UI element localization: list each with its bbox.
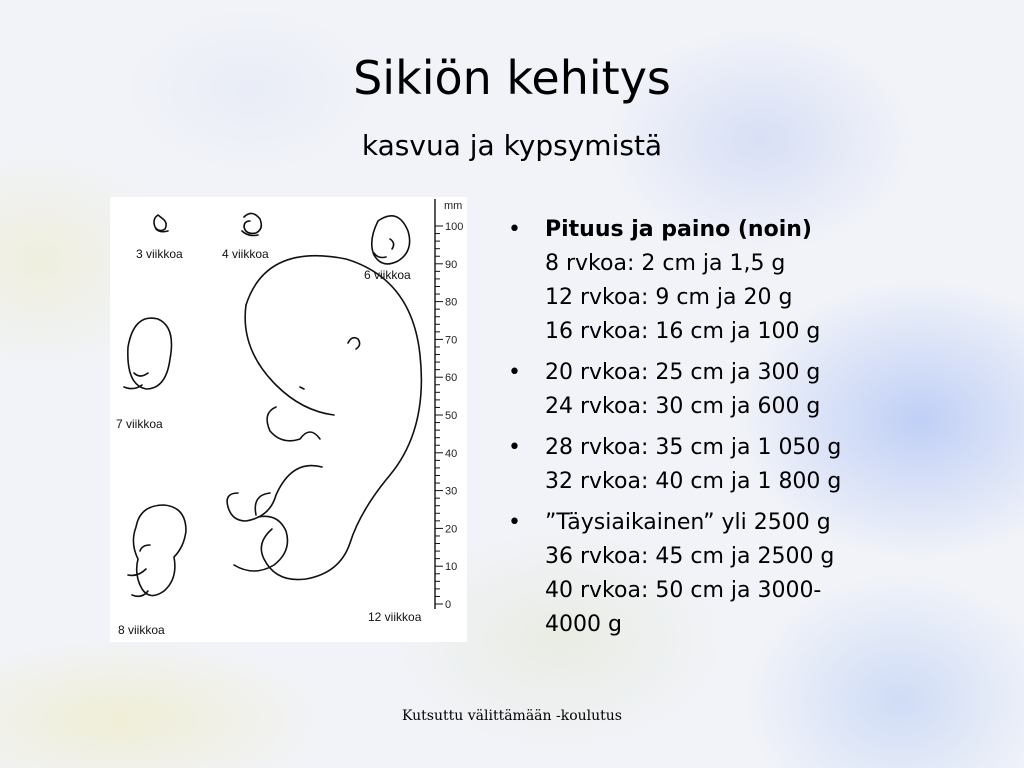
bullet-line: 32 rvkoa: 40 cm ja 1 800 g (545, 469, 842, 494)
fetus-8-weeks-drawing (128, 505, 186, 596)
bullet-item (508, 431, 978, 499)
bullet-line: ”Täysiaikainen” yli 2500 g (545, 510, 831, 535)
scale-tick-label: 10 (445, 561, 458, 574)
bullet-marker: • (508, 510, 521, 535)
fetal-development-figure (110, 197, 467, 642)
scale-tick-label: 80 (445, 296, 458, 309)
embryo-6-weeks-drawing (372, 216, 410, 264)
bullet-line: 40 rvkoa: 50 cm ja 3000- (545, 578, 822, 603)
bullet-marker: • (508, 217, 521, 242)
slide-title: Sikiön kehitys (353, 51, 671, 105)
scale-tick-label: 50 (445, 410, 458, 422)
bullet-marker: • (508, 360, 521, 385)
scale-tick-label: 90 (445, 258, 458, 271)
scale-tick-label: 60 (445, 372, 458, 385)
bullet-line: 12 rvkoa: 9 cm ja 20 g (545, 285, 793, 310)
fetus-12-weeks-drawing (227, 256, 421, 580)
bullet-line: 8 rvkoa: 2 cm ja 1,5 g (545, 251, 786, 276)
embryo-7-weeks-drawing (124, 318, 172, 389)
figure-stage-label-3wk: 3 viikkoa (136, 247, 183, 261)
bullet-list (508, 213, 978, 649)
figure-stage-label-12wk: 12 viikkoa (368, 610, 422, 624)
figure-stage-label-4wk: 4 viikkoa (222, 247, 269, 261)
bullet-item (508, 506, 978, 642)
bullet-line: 20 rvkoa: 25 cm ja 300 g (545, 360, 821, 385)
bullet-item (508, 213, 978, 349)
bullet-line: 28 rvkoa: 35 cm ja 1 050 g (545, 435, 842, 460)
slide-footer: Kutsuttu välittämään -koulutus (402, 708, 622, 724)
figure-stage-label-7wk: 7 viikkoa (116, 417, 163, 431)
embryo-4-weeks-drawing (242, 213, 261, 235)
scale-tick-label: 40 (445, 447, 458, 460)
figure-stage-label-8wk: 8 viikkoa (118, 623, 165, 637)
bullet-line: 16 rvkoa: 16 cm ja 100 g (545, 319, 821, 344)
bullet-line: 4000 g (545, 612, 622, 637)
bullet-heading: Pituus ja paino (noin) (545, 217, 812, 242)
bullet-line: 36 rvkoa: 45 cm ja 2500 g (545, 544, 835, 569)
scale-tick-label: 20 (445, 523, 458, 536)
scale-tick-label: 100 (445, 221, 464, 233)
scale-unit-label: mm (444, 200, 463, 212)
scale-tick-label: 30 (445, 485, 458, 498)
mm-scale-ruler (435, 199, 463, 611)
bullet-item (508, 356, 978, 424)
slide-subtitle: kasvua ja kypsymistä (361, 129, 663, 162)
figure-stage-label-6wk: 6 viikkoa (364, 268, 411, 282)
scale-tick-label: 70 (445, 334, 458, 347)
fetal-development-illustration (110, 197, 467, 642)
bullet-marker: • (508, 435, 521, 460)
scale-tick-label: 0 (445, 599, 452, 611)
bullet-line: 24 rvkoa: 30 cm ja 600 g (545, 394, 821, 419)
embryo-3-weeks-drawing (154, 215, 168, 232)
